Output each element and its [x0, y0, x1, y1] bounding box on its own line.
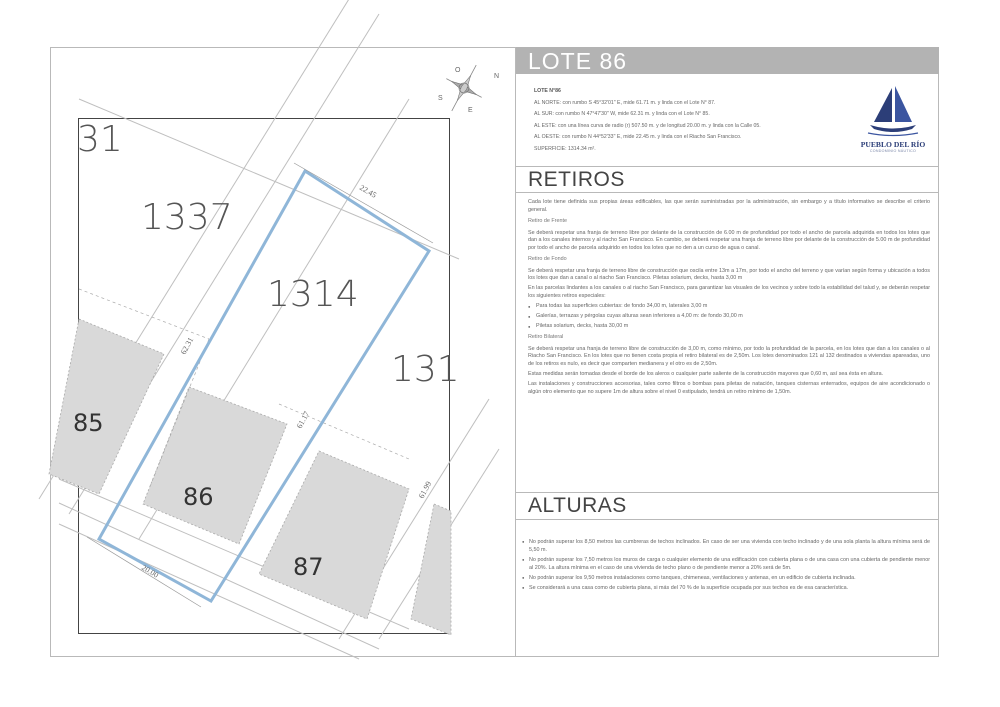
retiros-intro: Cada lote tiene definida sus propias áreas edificables, las que serán suministradas por la administración, sin embargo y a título informativo se describe el criterio general. — [528, 199, 930, 213]
dim-22-45: 22.45 — [358, 182, 379, 200]
lote-info-west: AL OESTE: con rumbo N 44°52'33" E, mide 22.45 m. y linda con el Riacho San Francisco. — [534, 134, 742, 141]
lot-87-label: 87 — [293, 553, 324, 581]
retiro-frente-title: Retiro de Frente — [528, 218, 567, 224]
retiro-bilateral-text1: Se deberá respetar una franja de terreno libre de construcción de 3,00 m, como mínimo, por todo la profundidad de la parcela, en los lotes que dan a los canales o al Riacho San Francisco. En los lotes que no tienen costa propia el retiro bilateral es de 2,50m. Los lotes denominados 121 al 132 destinados a viviendas apareadas, uno de los retiros es nulo, es decir que comparten medianera y el otro es de 2,50m. — [528, 345, 930, 367]
retiro-fondo-text2: En las parcelas lindantes a los canales o al riacho San Francisco, para garantizar las visuales de los vecinos y sobre todo la estabilidad del talud y, se deberán respetar los siguientes retiros especiales: — [528, 285, 930, 299]
rule-alturas-bottom — [516, 519, 939, 520]
logo-name: PUEBLO DEL RÍO — [860, 140, 926, 149]
compass-e: E — [468, 107, 473, 114]
dim-61-17: 61.17 — [294, 409, 312, 430]
logo-subtitle: CONDOMINIO NÁUTICO — [869, 149, 917, 153]
alturas-bullet: ● No podrán superar los 9,50 metros instalaciones como tanques, chimeneas, ventilaciones y antenas, en un edificio de cubierta inclinada. — [522, 574, 930, 582]
lot-131-label: 131 — [391, 349, 460, 390]
lote-info-south: AL SUR: con rumbo N 47°47'30" W, mide 62.31 m. y linda con el Lote N° 85. — [534, 111, 710, 118]
lot-1314-label: 1314 — [267, 274, 359, 315]
alturas-bullet: ● No podrán superar los 8,50 metros las cumbreras de techos inclinados. En caso de ser una vivienda con techo inclinado y de una sola planta la altura mínima será de 5,50 m. — [522, 538, 930, 554]
retiro-frente-text: Se deberá respetar una franja de terreno libre por delante de la construcción de 6.00 m de profundidad por todo el ancho de parcela adquirida en todos los lotes que dan a los canales internos y al riacho San Francisco. En cambio, se deberá respetar una franja de terreno libre por delante de la construcción de 5.00 m de profundidad por todo el ancho de parcela adquirido en todos los lotes que no den a un curso de agua o canal. — [528, 229, 930, 251]
compass-s: S — [438, 95, 443, 102]
dim-62-31: 62.31 — [178, 335, 196, 356]
retiro-fondo-text1: Se deberá respetar una franja de terreno libre de construcción que oscila entre 13m a 17m, por todo el ancho del terreno y que varían según forma y ubicación a todos los lotes que dan a canal o al riacho San Francisco. Piletas solarium, decks, hasta 3,00 m — [528, 267, 930, 281]
alturas-bullet: ● Se considerará a una casa como de cubierta plana, si más del 70 % de la superficie ocupada por sus techos es de esa característica. — [522, 584, 930, 592]
compass-o: O — [455, 67, 461, 74]
retiro-fondo-bullet: ● Para todas las superficies cubiertas: de fondo 34,00 m, laterales 3,00 m — [528, 303, 930, 311]
column-divider — [515, 47, 516, 657]
alturas-title: ALTURAS — [528, 494, 627, 517]
retiro-bilateral-title: Retiro Bilateral — [528, 334, 564, 341]
retiro-bilateral-text2: Estas medidas serán tomadas desde el borde de los aleros o cualquier parte saliente de la construcción mayores que 0,60 m, así sea ésta en altura. — [528, 370, 884, 377]
compass-rose-icon — [430, 60, 502, 122]
dim-20-00: 20.00 — [140, 562, 161, 580]
lot-map — [73, 118, 460, 634]
lot-31-label: 31 — [77, 119, 123, 160]
compass-n: N — [494, 73, 500, 80]
lot-1337-label: 1337 — [141, 197, 233, 238]
lote-info-heading: LOTE N°86 — [534, 88, 561, 94]
alturas-bullet: ● No podrán superar los 7,50 metros los muros de carga o cualquier elemento de una edificación con cubierta plana o de una casa con una cubierta de pendiente menor al 20%. La altura mínima en el caso de una vivienda de techo plano o de pendiente menor a 20% será de 5m. — [522, 556, 930, 572]
rule-retiros-bottom — [516, 192, 939, 193]
retiros-title: RETIROS — [528, 168, 625, 191]
retiro-bilateral-text3: Las instalaciones y construcciones accesorias, tales como filtros o bombas para piletas de natación, tanques cisternas enterrados, equipos de aire acondicionado o algún otro elemento que no supere 1m de altura sobre el nivel 0 estipulado, tendrá un retiro mínimo de 1,50m. — [528, 381, 930, 395]
lote-info-north: AL NORTE: con rumbo S 45°32'01" E, mide 61.71 m. y linda con el Lote N° 87. — [534, 99, 716, 106]
title-bar — [516, 47, 939, 74]
page-title: LOTE 86 — [528, 48, 628, 74]
lot-86-label: 86 — [183, 483, 214, 511]
retiro-fondo-bullet: ● Piletas solarium, decks, hasta 30,00 m — [528, 323, 930, 331]
alturas-body — [522, 538, 930, 594]
retiro-fondo-bullet: ● Galerías, terrazas y pérgolas cuyas alturas sean inferiores a 4,00 m: de fondo 30,00 m — [528, 313, 930, 321]
lote-info-surface: SUPERFICIE: 1314.34 m². — [534, 145, 596, 152]
lote-info-east: AL ESTE: con una línea curva de radio (r) 507.50 m. y de longitud 20.00 m. y linda con la Calle 05. — [534, 122, 761, 129]
rule-alturas — [516, 492, 939, 493]
lot-85-label: 85 — [73, 409, 104, 437]
dim-61-99: 61.99 — [416, 479, 434, 500]
rule-retiros — [516, 166, 939, 167]
sailboat-icon — [860, 82, 926, 138]
retiros-body — [528, 199, 930, 399]
logo — [860, 82, 926, 156]
lote-info — [534, 86, 844, 156]
retiro-fondo-title: Retiro de Fondo — [528, 256, 567, 262]
